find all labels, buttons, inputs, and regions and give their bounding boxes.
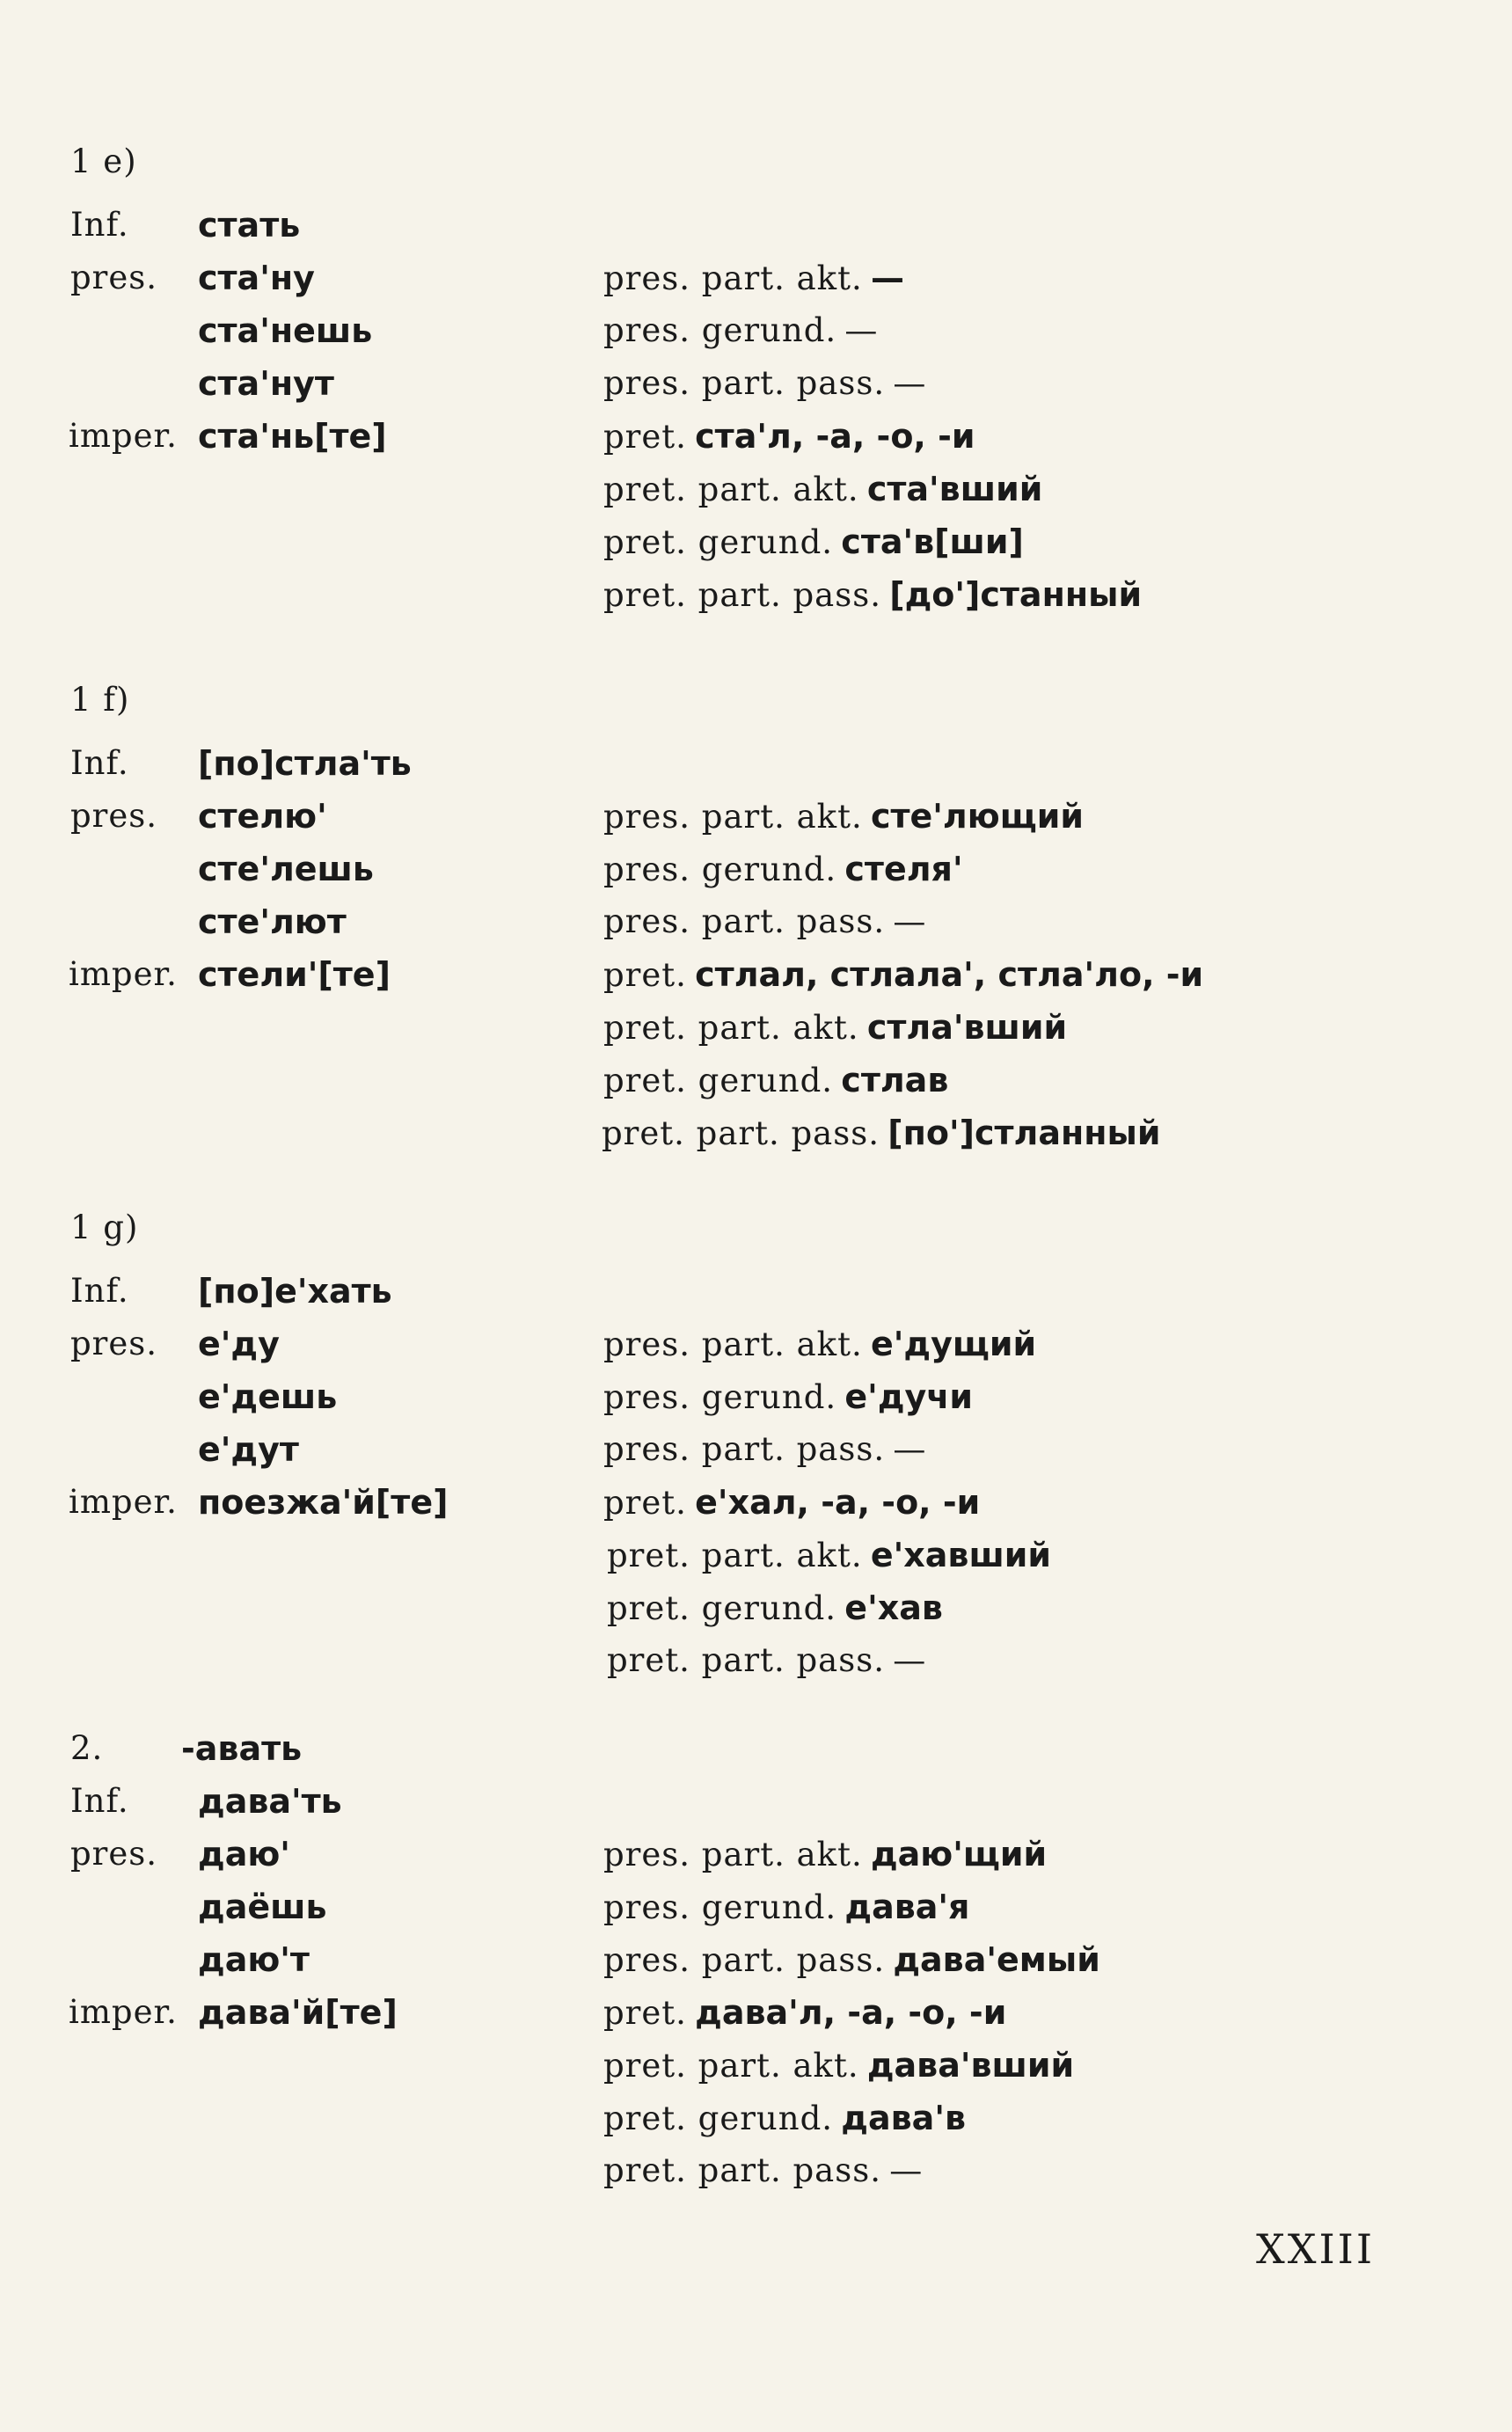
form-value: е'дущий bbox=[870, 1325, 1037, 1363]
present-form: даёшь bbox=[198, 1888, 327, 1926]
form-value: — bbox=[844, 311, 879, 349]
present-form: даю' bbox=[198, 1835, 290, 1873]
form-value: дава'л, -а, -о, -и bbox=[695, 1993, 1007, 2032]
pres-label: pres. bbox=[70, 797, 158, 835]
form-value: е'хав bbox=[844, 1588, 943, 1627]
form-label: pret. bbox=[603, 956, 687, 994]
present-form: ста'нут bbox=[198, 364, 334, 403]
form-label: pret. part. akt. bbox=[603, 2047, 859, 2085]
form-value: — bbox=[870, 259, 904, 297]
form-value: дава'я bbox=[844, 1888, 970, 1926]
form-label: pret. part. pass. bbox=[607, 1641, 885, 1679]
form-label: pres. part. akt. bbox=[603, 259, 863, 297]
form-row bbox=[602, 1114, 1160, 1154]
form-row bbox=[603, 311, 878, 351]
form-value: — bbox=[893, 1430, 927, 1468]
form-row bbox=[603, 2046, 1074, 2086]
form-value: е'хавший bbox=[870, 1536, 1052, 1574]
form-row bbox=[603, 417, 975, 457]
form-value: ста'вший bbox=[866, 470, 1043, 508]
form-value: сте'лющий bbox=[870, 797, 1084, 836]
form-label: pret. part. pass. bbox=[603, 576, 881, 614]
form-value: дава'в bbox=[841, 2099, 966, 2137]
form-row bbox=[607, 1641, 926, 1681]
imperative-form: стели'[те] bbox=[198, 955, 391, 994]
section-heading: 2. bbox=[70, 1729, 104, 1767]
form-value: ста'л, -а, -о, -и bbox=[695, 417, 975, 456]
form-row bbox=[603, 1377, 973, 1418]
form-row bbox=[603, 1483, 980, 1523]
form-value: даю'щий bbox=[870, 1835, 1048, 1873]
present-form: сте'лют bbox=[198, 902, 347, 941]
form-value: стлав bbox=[841, 1061, 949, 1099]
form-value: е'дучи bbox=[844, 1377, 973, 1416]
form-value: стла'вший bbox=[866, 1008, 1068, 1047]
imperative-form: поезжа'й[те] bbox=[198, 1483, 449, 1522]
section-heading: 1 f) bbox=[70, 681, 130, 719]
form-value: — bbox=[889, 2151, 924, 2189]
present-form: ста'ну bbox=[198, 259, 315, 297]
form-label: pres. gerund. bbox=[603, 851, 837, 888]
imper-label: imper. bbox=[69, 417, 178, 455]
imperative-form: ста'нь[те] bbox=[198, 417, 387, 456]
form-row bbox=[603, 1325, 1036, 1365]
form-label: pret. bbox=[603, 1994, 687, 2032]
form-row bbox=[603, 1835, 1047, 1875]
form-label: pret. gerund. bbox=[603, 2100, 834, 2137]
form-row bbox=[603, 1888, 969, 1928]
imperative-form: дава'й[те] bbox=[198, 1993, 398, 2032]
form-label: pres. part. pass. bbox=[603, 364, 886, 402]
form-row bbox=[607, 1536, 1051, 1576]
form-row bbox=[603, 470, 1042, 510]
form-row bbox=[603, 955, 1203, 996]
form-label: pret. part. pass. bbox=[603, 2151, 881, 2189]
form-row bbox=[603, 1061, 948, 1101]
form-label: pret. gerund. bbox=[603, 1062, 834, 1099]
present-form: е'дут bbox=[198, 1430, 299, 1469]
form-row bbox=[603, 1993, 1006, 2034]
form-label: pret. bbox=[603, 1484, 687, 1522]
infinitive: [по]е'хать bbox=[198, 1272, 392, 1311]
section-heading: 1 g) bbox=[70, 1209, 139, 1246]
present-form: е'дешь bbox=[198, 1377, 338, 1416]
form-row bbox=[603, 902, 926, 942]
pres-label: pres. bbox=[70, 1835, 158, 1873]
form-label: pret. part. pass. bbox=[602, 1114, 880, 1152]
form-value: стлал, стлала', стла'ло, -и bbox=[695, 955, 1204, 994]
pres-label: pres. bbox=[70, 1325, 158, 1362]
form-value: — bbox=[893, 902, 927, 940]
form-label: pret. gerund. bbox=[603, 523, 834, 561]
present-form: сте'лешь bbox=[198, 850, 374, 888]
infinitive: стать bbox=[198, 206, 301, 245]
present-form: ста'нешь bbox=[198, 311, 373, 350]
form-label: pret. part. akt. bbox=[607, 1537, 863, 1574]
form-label: pret. part. akt. bbox=[603, 471, 859, 508]
present-form: стелю' bbox=[198, 797, 327, 836]
form-label: pres. gerund. bbox=[603, 1378, 837, 1416]
infinitive: [по]стла'ть bbox=[198, 744, 412, 783]
form-value: е'хал, -а, -о, -и bbox=[695, 1483, 981, 1522]
form-row bbox=[603, 1430, 926, 1470]
form-label: pres. part. pass. bbox=[603, 1941, 886, 1979]
form-row bbox=[603, 797, 1084, 837]
present-form: е'ду bbox=[198, 1325, 280, 1363]
form-row bbox=[603, 1940, 1100, 1981]
form-row bbox=[603, 2099, 966, 2139]
form-label: pres. part. akt. bbox=[603, 1326, 863, 1363]
form-value: [по']стланный bbox=[887, 1114, 1161, 1152]
form-value: — bbox=[893, 1641, 927, 1679]
form-row bbox=[603, 259, 904, 299]
section-heading: 1 e) bbox=[70, 142, 137, 180]
imper-label: imper. bbox=[69, 1483, 178, 1521]
pres-label: pres. bbox=[70, 259, 158, 296]
present-form: даю'т bbox=[198, 1940, 310, 1979]
form-row bbox=[603, 575, 1142, 616]
form-value: стеля' bbox=[844, 850, 963, 888]
form-row bbox=[603, 850, 963, 890]
form-value: — bbox=[893, 364, 927, 402]
inf-label: Inf. bbox=[70, 1272, 129, 1310]
section-heading-suffix: -авать bbox=[181, 1729, 303, 1768]
inf-label: Inf. bbox=[70, 744, 129, 782]
form-value: дава'вший bbox=[866, 2046, 1075, 2085]
form-row bbox=[603, 522, 1024, 563]
form-label: pres. gerund. bbox=[603, 1888, 837, 1926]
form-value: ста'в[ши] bbox=[841, 522, 1024, 561]
form-label: pres. gerund. bbox=[603, 311, 837, 349]
form-row bbox=[603, 1008, 1067, 1048]
form-row bbox=[603, 364, 926, 404]
form-label: pres. part. akt. bbox=[603, 798, 863, 836]
form-label: pret. gerund. bbox=[607, 1589, 837, 1627]
form-label: pret. part. akt. bbox=[603, 1009, 859, 1047]
inf-label: Inf. bbox=[70, 1782, 129, 1820]
form-row bbox=[607, 1588, 943, 1629]
imper-label: imper. bbox=[69, 1993, 178, 2031]
form-label: pres. part. pass. bbox=[603, 902, 886, 940]
form-label: pres. part. pass. bbox=[603, 1430, 886, 1468]
form-row bbox=[603, 2151, 923, 2191]
imper-label: imper. bbox=[69, 955, 178, 993]
page-number: XXIII bbox=[1256, 2225, 1376, 2273]
form-label: pret. bbox=[603, 418, 687, 456]
form-value: [до']станный bbox=[889, 575, 1143, 614]
inf-label: Inf. bbox=[70, 206, 129, 244]
infinitive: дава'ть bbox=[198, 1782, 342, 1821]
form-label: pres. part. akt. bbox=[603, 1836, 863, 1873]
form-value: дава'емый bbox=[893, 1940, 1100, 1979]
